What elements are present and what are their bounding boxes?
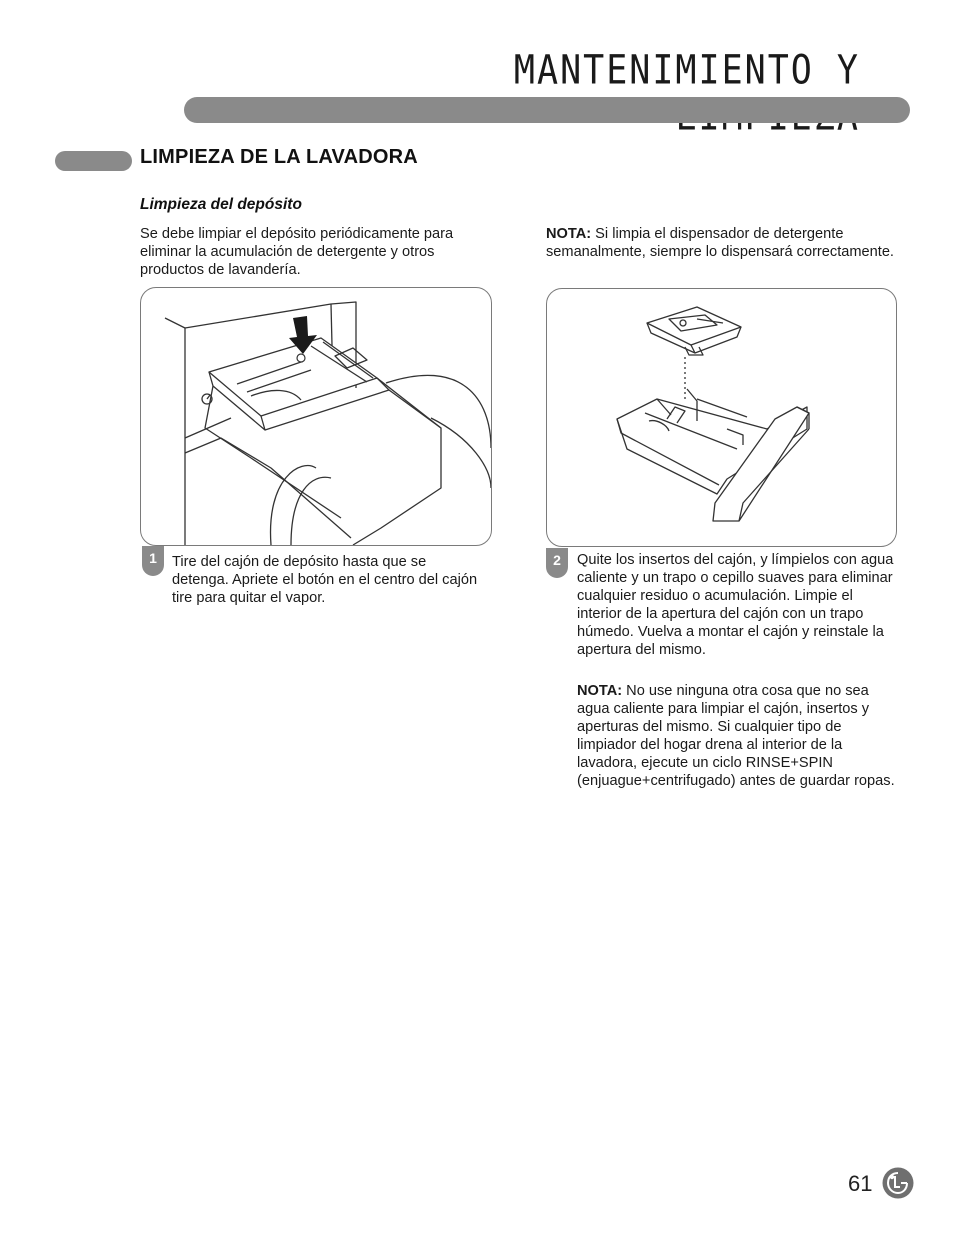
section-heading: LIMPIEZA DE LA LAVADORA [140, 146, 418, 168]
page-title: MANTENIMIENTO Y [513, 48, 860, 94]
figure-drawer-pulled [140, 287, 492, 546]
step-badge-2: 2 [546, 548, 568, 578]
intro-paragraph: Se debe limpiar el depósito periódicamente para eliminar la acumulación de detergente y otros productos de lavandería. [140, 226, 454, 278]
page-number: 61 [848, 1171, 873, 1196]
sub-heading: Limpieza del depósito [140, 196, 302, 213]
note-label: NOTA: [546, 226, 592, 242]
step-2-text: Quite los insertos del cajón, y límpielos con agua caliente y un trapo o cepillo suaves para eliminar cualquier residuo o acumulación. Limpie el interior de la apertura del cajón con un trapo húmedo. Vuelva a montar el cajón y reinstale la apertura del mismo. [577, 552, 894, 658]
step-2-note [577, 682, 897, 790]
section-pill [55, 151, 132, 171]
note-text: Si limpia el dispensador de detergente semanalmente, siempre lo dispensará correctamente. [546, 226, 894, 260]
note-text: No use ninguna otra cosa que no sea agua caliente para limpiar el cajón, insertos y aperturas del mismo. Si cualquier tipo de limpiador del hogar drena al interior de la lavadora, ejecute un ciclo RINSE+SPIN (enjuague+centrifugado) antes de guardar ropas. [577, 683, 895, 789]
step-badge-1: 1 [142, 546, 164, 576]
figure-drawer-inserts [546, 288, 897, 547]
top-note [546, 225, 896, 261]
drawer-inserts-illustration [547, 289, 896, 546]
lg-logo-icon [882, 1167, 914, 1199]
step-1-text: Tire del cajón de depósito hasta que se detenga. Apriete el botón en el centro del cajón tire para quitar el vapor. [172, 554, 478, 606]
drawer-pulled-illustration [141, 288, 491, 545]
note-label: NOTA: [577, 683, 623, 699]
title-bar [184, 97, 910, 123]
